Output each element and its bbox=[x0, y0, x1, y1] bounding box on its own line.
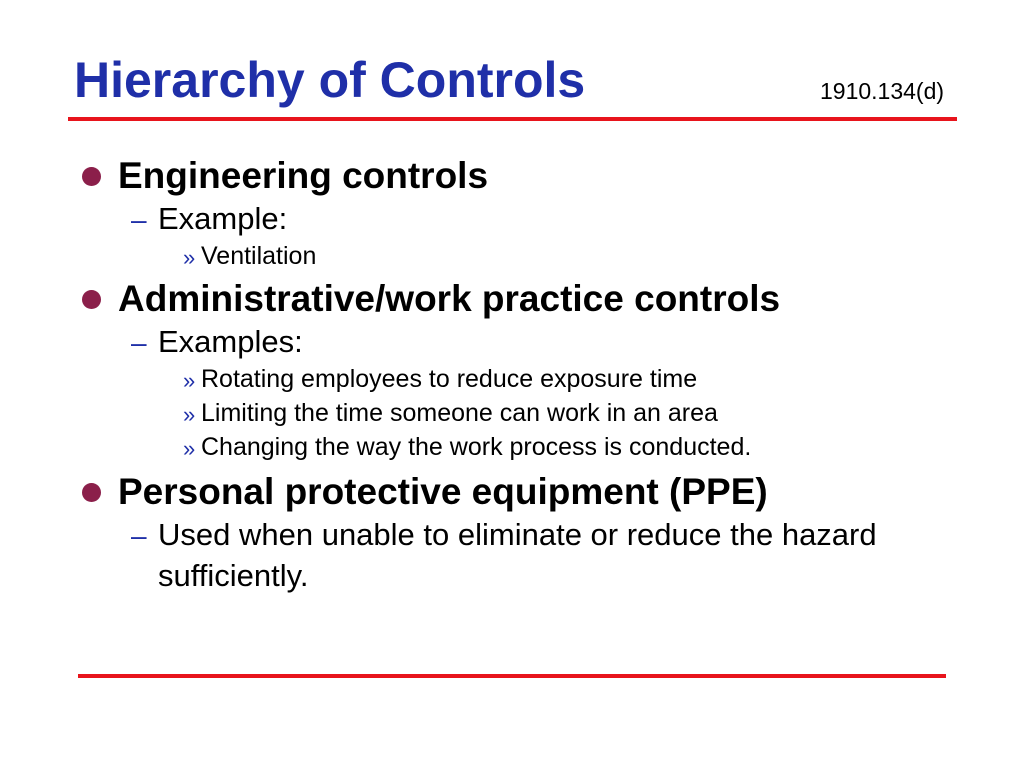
regulation-reference: 1910.134(d) bbox=[820, 78, 945, 104]
dash-marker-3: – bbox=[131, 520, 147, 551]
bullet-dot-icon bbox=[82, 167, 101, 186]
slide-title: Hierarchy of Controls bbox=[74, 52, 586, 108]
top-divider bbox=[68, 117, 957, 121]
sub-bullet-2: Examples: bbox=[158, 324, 303, 359]
chevron-marker-1-1: » bbox=[183, 245, 196, 270]
dash-marker-2: – bbox=[131, 327, 147, 358]
bullet-dot-icon bbox=[82, 290, 101, 309]
sub-item-1-1: Ventilation bbox=[201, 242, 317, 270]
sub-item-2-3: Changing the way the work process is conducted. bbox=[201, 433, 752, 461]
chevron-marker-2-2: » bbox=[183, 402, 196, 427]
chevron-marker-2-3: » bbox=[183, 436, 196, 461]
sub-bullet-1: Example: bbox=[158, 201, 288, 236]
dash-marker-1: – bbox=[131, 204, 147, 235]
bullet-1: Engineering controls bbox=[118, 155, 489, 196]
sub-item-2-2: Limiting the time someone can work in an area bbox=[201, 399, 718, 427]
sub-bullet-3: Used when unable to eliminate or reduce the hazard sufficiently. bbox=[158, 517, 877, 593]
bullet-3: Personal protective equipment (PPE) bbox=[118, 471, 768, 512]
chevron-marker-2-1: » bbox=[183, 368, 196, 393]
sub-item-2-1: Rotating employees to reduce exposure time bbox=[201, 365, 698, 393]
bullet-2: Administrative/work practice controls bbox=[118, 278, 781, 319]
bottom-divider bbox=[78, 674, 946, 678]
bullet-dot-icon bbox=[82, 483, 101, 502]
